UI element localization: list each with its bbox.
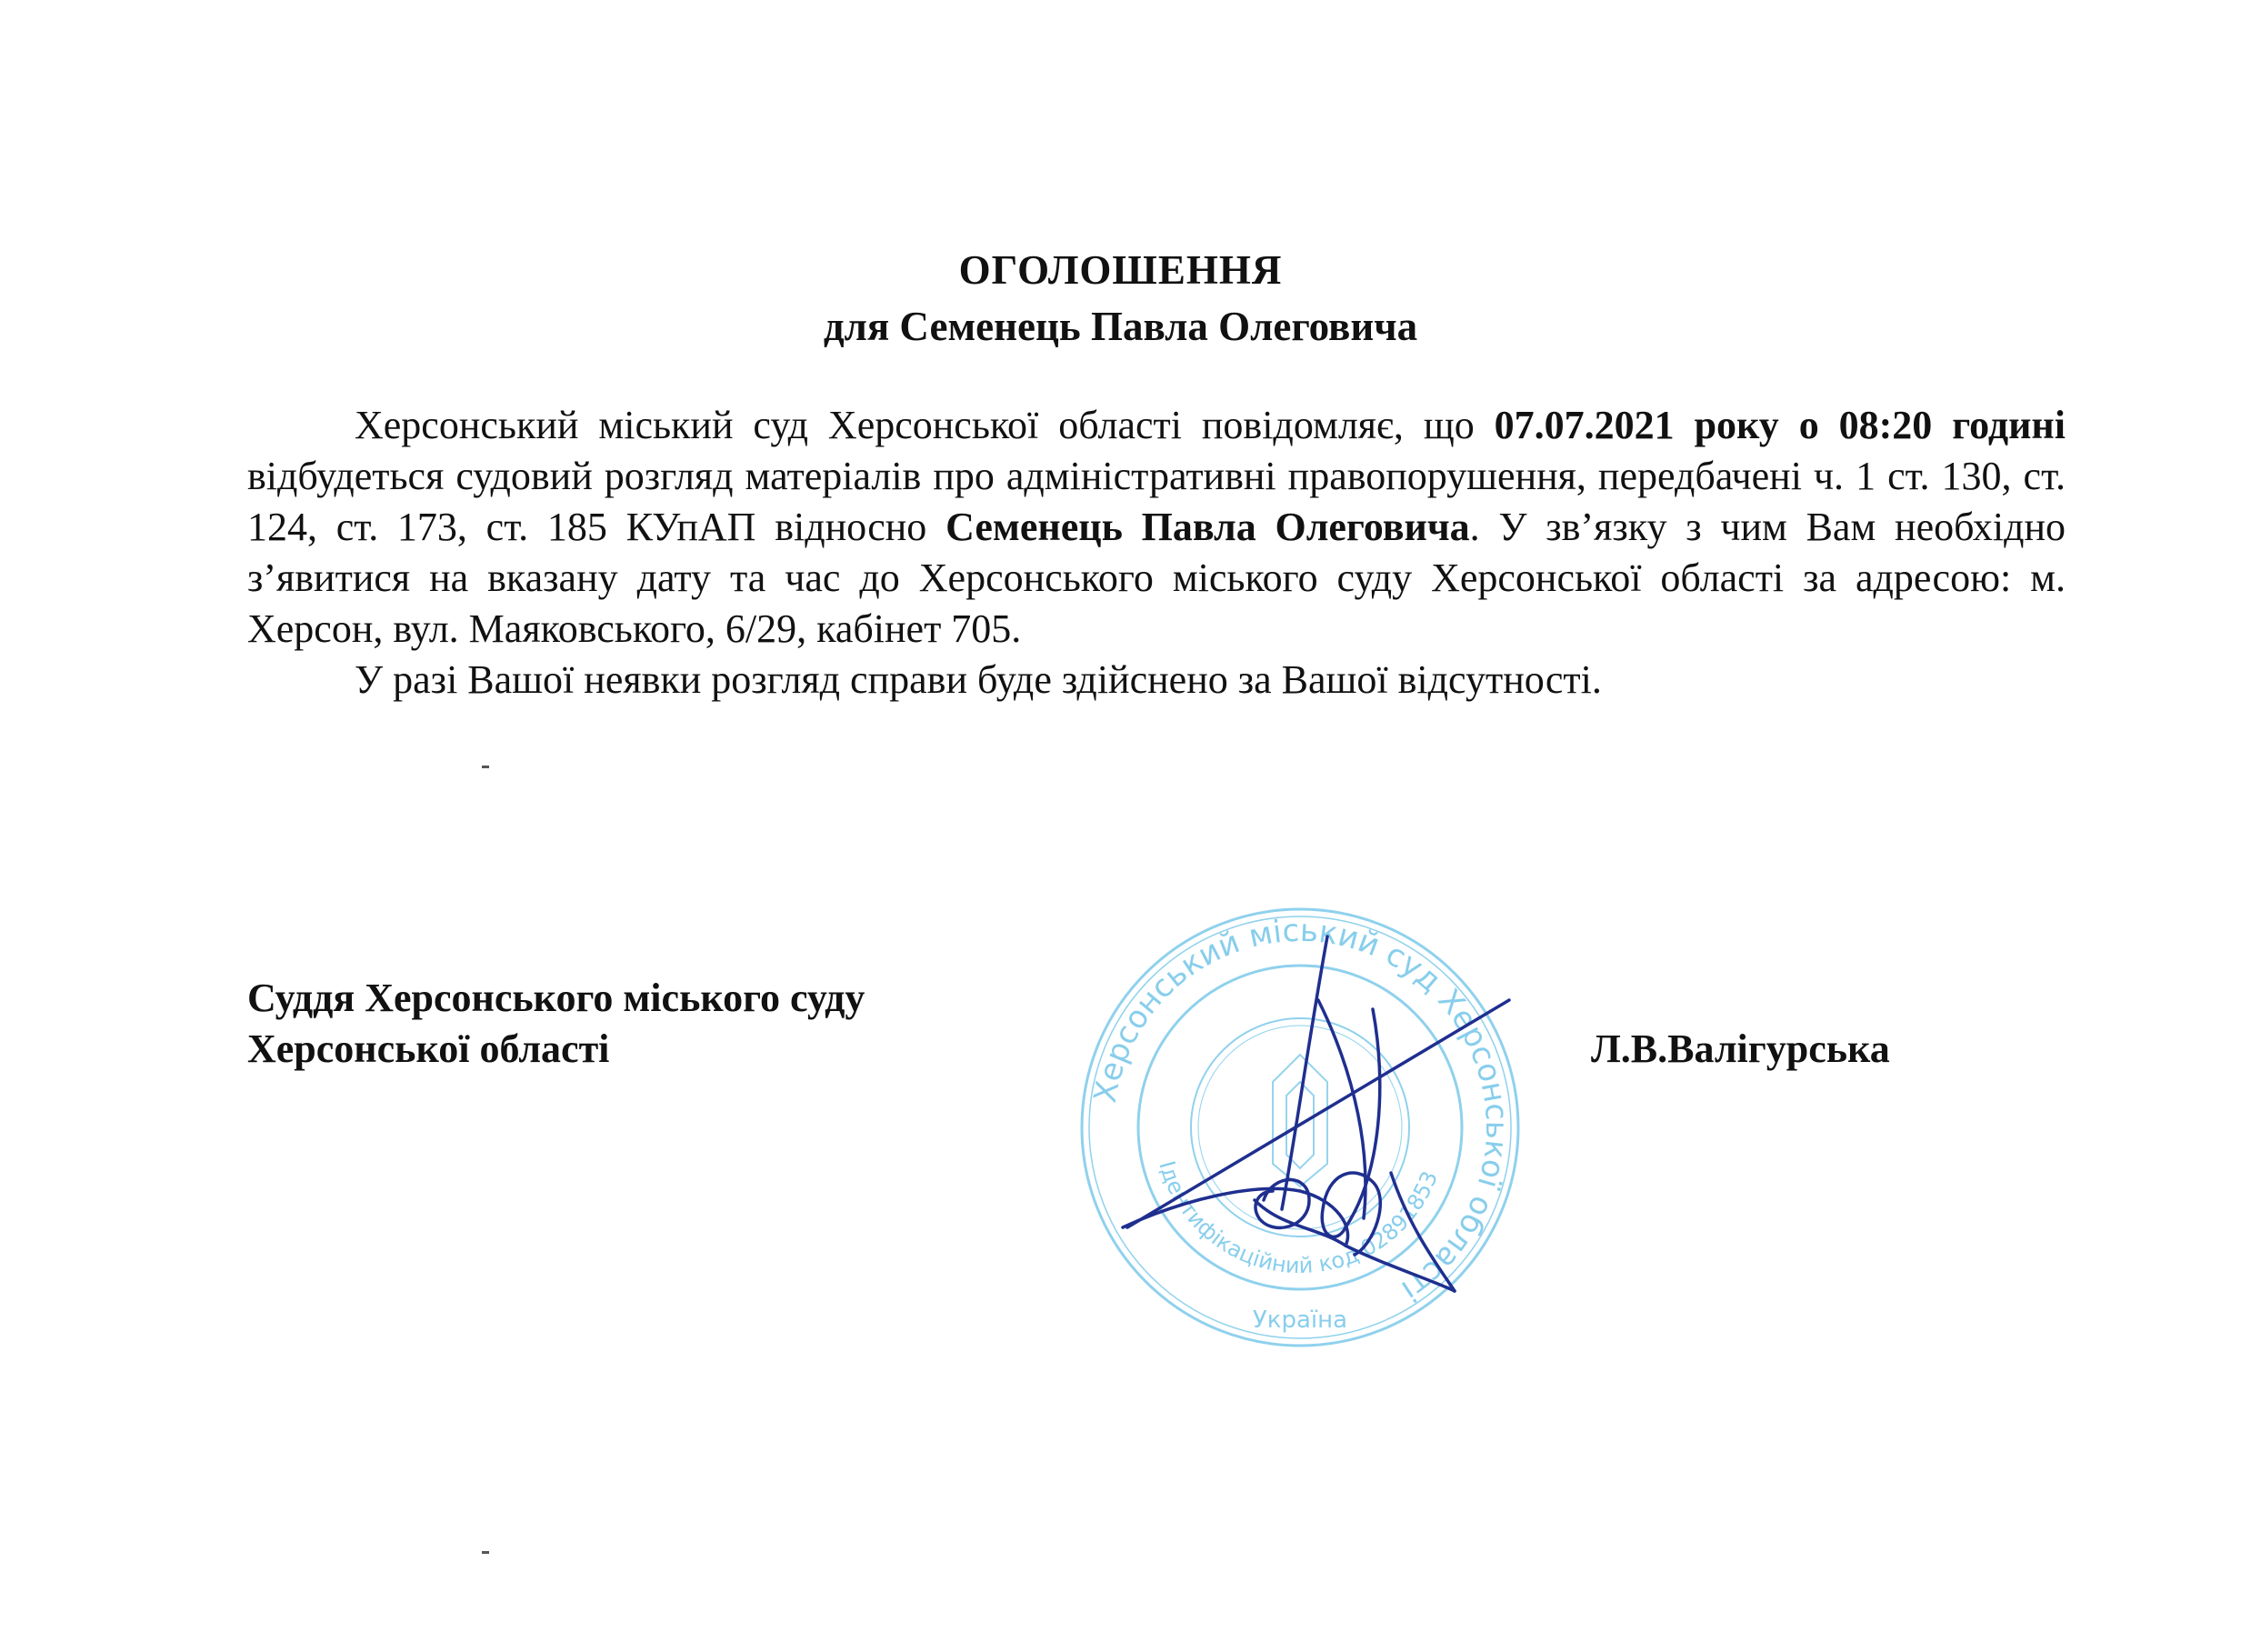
body-paragraph-1 bbox=[247, 400, 2066, 655]
body-paragraph-2: У разі Вашої неявки розгляд справи буде здійснено за Вашої відсутності. bbox=[355, 657, 1602, 702]
body-text-articles: відбудеться судовий розгляд матеріалів про адміністративні правопорушення, передбачені ч. 1 ст. 130, ст. 124, ст. 173, ст. 185 КУпАП відносно bbox=[247, 454, 2066, 549]
stamp-outer-text: Херсонський міський суд Херсонської області bbox=[1086, 912, 1516, 1309]
announcement-subtitle: для Семенець Павла Олеговича bbox=[823, 304, 1418, 349]
judge-position-line-1: Суддя Херсонського міського суду bbox=[247, 976, 865, 1020]
scan-speck bbox=[482, 766, 489, 768]
scan-speck bbox=[482, 1551, 489, 1554]
hearing-datetime: 07.07.2021 року о 08:20 годині bbox=[1494, 403, 2066, 447]
court-stamp-icon bbox=[1073, 900, 1527, 1355]
judge-position bbox=[247, 973, 865, 1075]
announcement-body bbox=[247, 400, 2066, 706]
body-text-address: . У зв’язку з чим Вам необхідно з’явитися на вказану дату та час до Херсонського міського суду Херсонської області за адресою: м. Херсон, вул. Маяковського, 6/29, кабінет 705. bbox=[247, 505, 2066, 651]
announcement-title: ОГОЛОШЕННЯ bbox=[958, 247, 1283, 293]
judge-name: Л.В.Валігурська bbox=[1591, 1026, 1890, 1071]
stamp-bottom-text: Україна bbox=[1252, 1307, 1348, 1334]
body-text-court: Херсонський міський суд Херсонської області повідомляє, що bbox=[355, 403, 1495, 447]
defendant-name: Семенець Павла Олеговича bbox=[945, 505, 1470, 549]
judge-position-line-2: Херсонської області bbox=[247, 1026, 610, 1071]
stamp-code-text: Ідентифікаційний код 02891853 bbox=[1154, 1157, 1443, 1279]
